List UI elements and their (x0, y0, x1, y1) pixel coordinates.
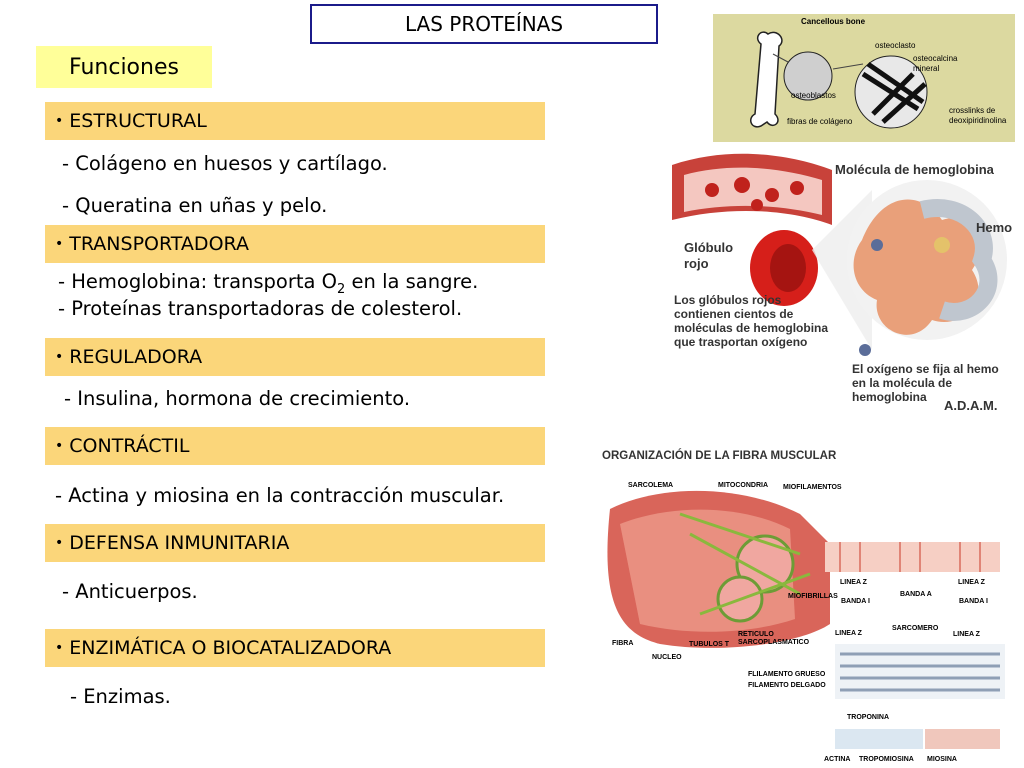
bone-label: osteocalcina mineral (913, 54, 958, 73)
list-item: - Proteínas transportadoras de colesterol. (58, 297, 463, 320)
muscle-label: NUCLEO (652, 654, 682, 661)
page-title-text: LAS PROTEÍNAS (404, 12, 564, 36)
category-reguladora (45, 338, 545, 376)
muscle-label: TROPOMIOSINA (859, 756, 914, 763)
muscle-label: LINEA Z (840, 579, 867, 586)
hemo-label: Hemo (976, 220, 1013, 235)
bullet-icon: • (55, 438, 64, 454)
list-item: - Colágeno en huesos y cartílago. (62, 152, 388, 175)
muscle-label: MIOFILAMENTOS (783, 484, 842, 491)
hemo-title: Molécula de hemoglobina (835, 162, 994, 177)
bone-label: fibras de colágeno (787, 117, 853, 126)
bullet-icon: • (55, 236, 64, 252)
muscle-label: MIOSINA (927, 756, 957, 763)
category-contractil (45, 427, 545, 465)
list-item: - Insulina, hormona de crecimiento. (64, 387, 411, 410)
page-title (310, 4, 658, 44)
category-label: REGULADORA (69, 346, 203, 368)
item-text: en la sangre. (345, 270, 479, 293)
category-label: CONTRÁCTIL (69, 435, 190, 457)
muscle-title: ORGANIZACIÓN DE LA FIBRA MUSCULAR (602, 450, 837, 462)
list-item: - Queratina en uñas y pelo. (62, 194, 328, 217)
muscle-label: FILAMENTO DELGADO (748, 682, 826, 689)
item-text: - Hemoglobina: transporta O (58, 270, 338, 293)
bullet-icon: • (55, 640, 64, 656)
hemo-label: Glóbulo rojo (684, 240, 734, 271)
bone-label: osteoclasto (875, 41, 916, 50)
muscle-label: SARCOMERO (892, 625, 939, 632)
category-enzimatica (45, 629, 545, 667)
bone-figure (713, 14, 1015, 142)
bullet-icon: • (55, 535, 64, 551)
list-item (58, 270, 478, 297)
section-subtitle (36, 46, 212, 88)
list-item: - Enzimas. (70, 685, 171, 708)
category-transportadora (45, 225, 545, 263)
bullet-icon: • (55, 113, 64, 129)
muscle-label: ACTINA (824, 756, 851, 763)
item-subscript: 2 (337, 281, 346, 297)
bullet-icon: • (55, 349, 64, 365)
muscle-label: FIBRA (612, 640, 634, 647)
list-item: - Actina y miosina en la contracción muscular. (55, 484, 505, 507)
muscle-label: MIOFIBRILLAS (788, 593, 838, 600)
muscle-label: MITOCONDRIA (718, 482, 769, 489)
muscle-label: FLILAMENTO GRUESO (748, 671, 826, 678)
muscle-label: RETICULO SARCOPLASMATICO (738, 631, 810, 646)
bone-title: Cancellous bone (801, 17, 866, 26)
hemo-caption: Los glóbulos rojos contienen cientos de moléculas de hemoglobina que trasportan oxígeno (674, 293, 829, 349)
muscle-label: BANDA I (959, 598, 988, 605)
muscle-figure (600, 444, 1016, 766)
muscle-label: BANDA A (900, 591, 932, 598)
category-estructural (45, 102, 545, 140)
category-label: TRANSPORTADORA (69, 233, 249, 255)
category-label: ESTRUCTURAL (69, 110, 207, 132)
muscle-label: TROPONINA (847, 714, 889, 721)
section-subtitle-text: Funciones (69, 54, 179, 80)
muscle-label: LINEA Z (958, 579, 985, 586)
bone-label: crosslinks de deoxipiridinolina (949, 106, 1007, 125)
bone-label: osteoblastos (791, 91, 836, 100)
muscle-label: BANDA I (841, 598, 870, 605)
muscle-label: LINEA Z (953, 631, 980, 638)
muscle-label: SARCOLEMA (628, 482, 674, 489)
muscle-label: TUBULOS T (689, 641, 730, 648)
list-item: - Anticuerpos. (62, 580, 198, 603)
adam-logo: A.D.A.M. (944, 398, 998, 413)
hemoglobin-figure (672, 150, 1016, 418)
muscle-illustration (600, 444, 1016, 766)
hemo-caption: El oxígeno se fija al hemo en la molécula de hemoglobina (852, 362, 999, 404)
category-label: DEFENSA INMUNITARIA (69, 532, 290, 554)
category-label: ENZIMÁTICA O BIOCATALIZADORA (69, 637, 392, 659)
category-defensa (45, 524, 545, 562)
muscle-label: LINEA Z (835, 630, 862, 637)
